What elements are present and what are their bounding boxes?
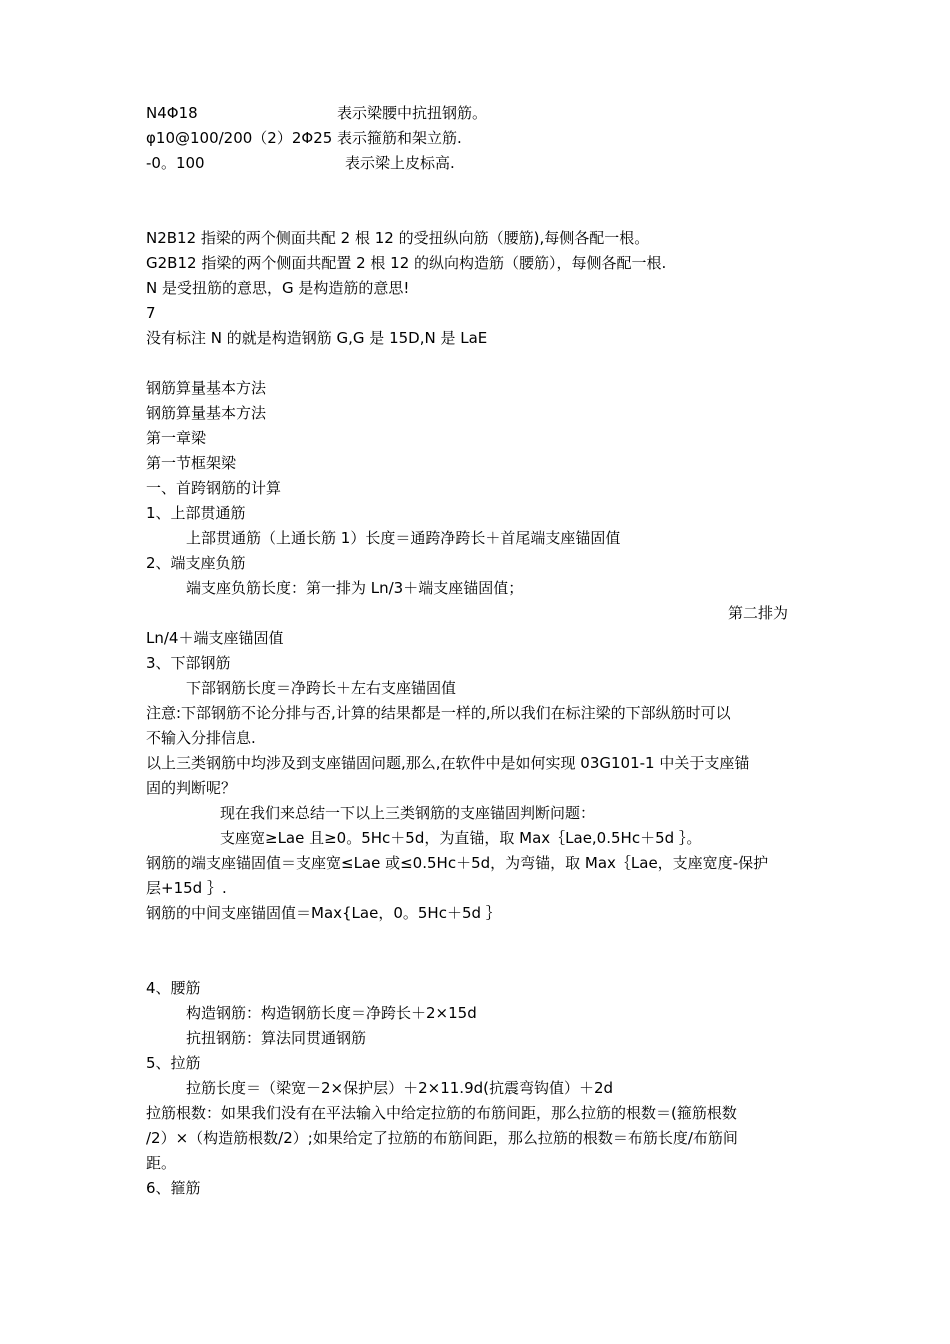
- item-end-support-formula: 端支座负筋长度：第一排为 Ln/3＋端支座锚固值；: [186, 579, 524, 597]
- item-tie-count-1: 拉筋根数：如果我们没有在平法输入中给定拉筋的布筋间距，那么拉筋的根数＝(箍筋根数: [146, 1104, 737, 1122]
- item-tie-length: 拉筋长度＝（梁宽－2×保护层）＋2×11.9d(抗震弯钩值）＋2d: [186, 1079, 614, 1097]
- paragraph-number: 7: [146, 304, 156, 322]
- code-elevation: -0。100: [146, 154, 205, 172]
- paragraph-g2b12: G2B12 指梁的两个侧面共配置 2 根 12 的纵向构造筋（腰筋），每侧各配一根.: [146, 254, 667, 272]
- desc-stirrup: 表示箍筋和架立筋.: [337, 129, 462, 147]
- note-line-1: 注意:下部钢筋不论分排与否,计算的结果都是一样的,所以我们在标注梁的下部纵筋时可以: [146, 704, 731, 722]
- item-bottom-bar: 3、下部钢筋: [146, 654, 231, 672]
- summary-straight-anchor: 支座宽≥Lae 且≥0。5Hc＋5d，为直锚，取 Max｛Lae,0.5Hc＋5d ｝。: [220, 829, 702, 847]
- item-end-support-second-formula: Ln/4＋端支座锚固值: [146, 629, 284, 647]
- heading-first-span: 一、首跨钢筋的计算: [146, 479, 282, 497]
- heading-section: 第一节框架梁: [146, 454, 237, 472]
- heading-method-2: 钢筋算量基本方法: [146, 404, 267, 422]
- item-tie-count-2: /2）×（构造筋根数/2）;如果给定了拉筋的布筋间距，那么拉筋的根数＝布筋长度/布筋间: [146, 1129, 738, 1147]
- paragraph-no-n: 没有标注 N 的就是构造钢筋 G,G 是 15D,N 是 LaE: [146, 329, 488, 347]
- line-stirrup: [146, 128, 462, 148]
- item-waist-bar: 4、腰筋: [146, 979, 201, 997]
- item-end-support-second: 第二排为: [727, 604, 788, 622]
- line-elevation: [146, 153, 455, 173]
- line-torsion-bar: [146, 103, 488, 123]
- item-tie-count-3: 距。: [146, 1154, 177, 1172]
- item-top-bar-formula: 上部贯通筋（上通长筋 1）长度＝通跨净跨长＋首尾端支座锚固值: [186, 529, 621, 547]
- paragraph-n2b12: N2B12 指梁的两个侧面共配 2 根 12 的受扭纵向筋（腰筋),每侧各配一根。: [146, 229, 650, 247]
- summary-bent-anchor-cont: 层+15d ｝.: [146, 879, 227, 897]
- heading-method-1: 钢筋算量基本方法: [146, 379, 267, 397]
- item-end-support: 2、端支座负筋: [146, 554, 246, 572]
- desc-elevation: 表示梁上皮标高.: [345, 154, 455, 172]
- note-line-4: 固的判断呢？: [146, 779, 237, 797]
- note-line-3: 以上三类钢筋中均涉及到支座锚固问题,那么,在软件中是如何实现 03G101-1 中关于支座锚: [146, 754, 750, 772]
- note-line-2: 不输入分排信息.: [146, 729, 256, 747]
- summary-middle-anchor: 钢筋的中间支座锚固值＝Max{Lae，0。5Hc＋5d ｝: [146, 904, 501, 922]
- code-torsion: N4Φ18: [146, 104, 198, 122]
- summary-bent-anchor: 钢筋的端支座锚固值＝支座宽≤Lae 或≤0.5Hc＋5d，为弯锚，取 Max｛Lae，支座宽度-保护: [146, 854, 769, 872]
- item-waist-construct: 构造钢筋：构造钢筋长度＝净跨长＋2×15d: [186, 1004, 477, 1022]
- item-waist-torsion: 抗扭钢筋：算法同贯通钢筋: [186, 1029, 367, 1047]
- summary-intro: 现在我们来总结一下以上三类钢筋的支座锚固判断问题：: [220, 804, 596, 822]
- item-bottom-bar-formula: 下部钢筋长度＝净跨长＋左右支座锚固值: [186, 679, 457, 697]
- desc-torsion: 表示梁腰中抗扭钢筋。: [337, 104, 488, 122]
- paragraph-n-g-meaning: N 是受扭筋的意思，G 是构造筋的意思!: [146, 279, 410, 297]
- item-stirrup: 6、箍筋: [146, 1179, 201, 1197]
- item-tie-bar: 5、拉筋: [146, 1054, 201, 1072]
- heading-chapter: 第一章梁: [146, 429, 207, 447]
- item-top-bar: 1、上部贯通筋: [146, 504, 246, 522]
- code-stirrup: φ10@100/200（2）2Φ25: [146, 129, 333, 147]
